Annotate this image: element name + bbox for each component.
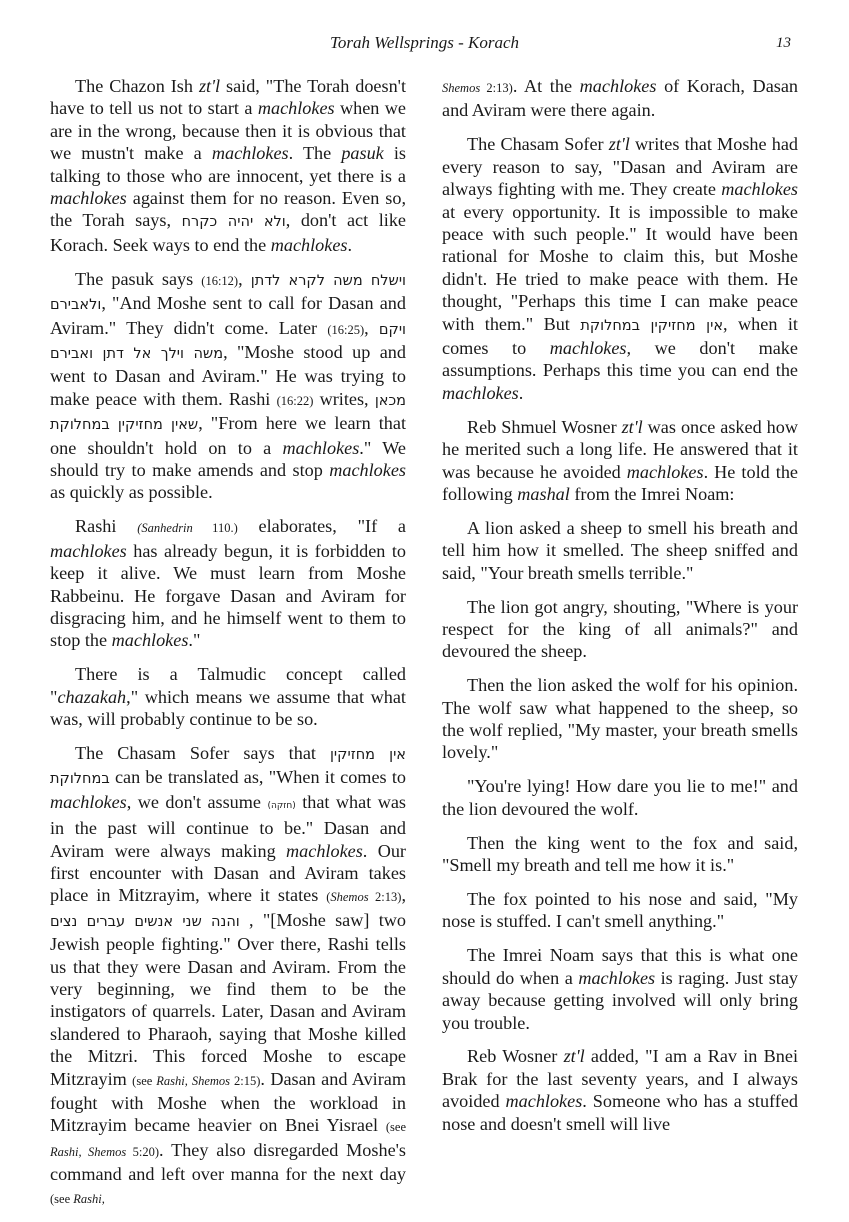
text-run: added, "I am a Rav in Bnei Brak for the last seventy years, and I always avoided bbox=[442, 1046, 798, 1112]
italic-term: machlokes, bbox=[549, 337, 632, 358]
text-run: as quickly as possible. bbox=[50, 482, 213, 503]
italic-term: chazakah bbox=[57, 686, 127, 707]
paragraph bbox=[442, 1045, 798, 1135]
paragraph bbox=[442, 674, 798, 764]
text-run: . Dasan and Aviram fought with Moshe when the workload in Mitzrayim became heavier on Bnei Yisrael bbox=[50, 1068, 407, 1136]
text-run: , bbox=[238, 268, 251, 289]
paragraph bbox=[442, 596, 798, 663]
text-run: , "[Moshe saw] two Jewish people fighting." Over there, Rashi tells us that they were Dasan and Aviram. From the very beginning, we find them to be the instigators of quarrels. Later, Dasan and Aviram slandered to Pharaoh, saying that Moshe killed the Mitzri. This forced Moshe to escape Mitzrayim bbox=[50, 909, 406, 1089]
text-run: Reb Wosner bbox=[467, 1046, 564, 1067]
hebrew-text: והנה שני אנשים עברים נצים bbox=[50, 913, 240, 930]
text-run: The pasuk says bbox=[75, 268, 202, 289]
hebrew-text: ולא יהיה כקרח bbox=[181, 214, 286, 231]
paragraph bbox=[50, 75, 406, 256]
paragraph bbox=[442, 416, 798, 506]
text-run: , "From here we learn that one shouldn't hold on to a bbox=[50, 413, 406, 458]
text-run: . He told the following bbox=[442, 461, 798, 504]
italic-term: machlokes bbox=[257, 98, 335, 119]
source-citation: (see bbox=[132, 1073, 157, 1088]
source-citation: 5:20) bbox=[126, 1144, 160, 1159]
italic-term: machlokes bbox=[505, 1091, 583, 1112]
source-citation: 2:15) bbox=[230, 1073, 261, 1088]
text-run: we don't make assumptions. Perhaps this time you can end the bbox=[442, 337, 798, 381]
source-citation: (see bbox=[385, 1120, 406, 1135]
text-run: Then the lion asked the wolf for his opinion. The wolf saw what happened to the sheep, so the wolf replied, "My master, your breath smells lovely." bbox=[442, 675, 798, 763]
italic-term: machlokes bbox=[50, 540, 127, 561]
text-run: . Someone who has a stuffed nose and doesn't smell will live bbox=[442, 1091, 798, 1134]
text-run: There is a Talmudic concept called " bbox=[50, 664, 406, 707]
text-run: . They also disregarded Moshe's command and left over manna for the next day bbox=[50, 1139, 406, 1185]
text-run: , "Moshe stood up and went to Dasan and Aviram." He was trying to make peace with them. Rashi bbox=[50, 341, 406, 409]
source-citation: Rashi, bbox=[73, 1191, 105, 1206]
source-citation: 2:13) bbox=[480, 81, 513, 95]
text-run: has already begun, it is forbidden to keep it alive. We must learn from Moshe Rabbeinu. He forgave Dasan and Aviram for disgracing him, and he himself went to them to stop the bbox=[50, 540, 406, 651]
paragraph bbox=[442, 133, 798, 404]
right-column bbox=[442, 75, 798, 1147]
text-run: ." bbox=[188, 630, 201, 651]
italic-term: zt'l bbox=[621, 416, 643, 437]
text-run: ," which means we assume that what was, will probably continue to be so. bbox=[50, 686, 406, 730]
text-run: The Chasam Sofer bbox=[467, 134, 609, 155]
left-column bbox=[50, 75, 406, 1222]
italic-term: machlokes bbox=[50, 188, 127, 209]
italic-term: machlokes bbox=[286, 840, 363, 861]
hebrew-text: ויקם משה וילך אל דתן ואבירם bbox=[50, 321, 407, 362]
text-run: , when it comes to bbox=[442, 313, 798, 358]
hebrew-text: מכאן שאין מחזיקין במחלוקת bbox=[50, 392, 406, 434]
source-citation: 110.) bbox=[192, 521, 238, 536]
source-citation: (16:12) bbox=[201, 273, 239, 288]
text-run: , "And Moshe sent to call for Dasan and Aviram." They didn't come. Later bbox=[50, 293, 406, 338]
hebrew-text: (חזקה) bbox=[267, 800, 296, 811]
italic-term: zt'l bbox=[608, 134, 630, 155]
running-header: Torah Wellsprings - Korach bbox=[329, 33, 520, 52]
page-number: 13 bbox=[776, 35, 791, 51]
source-citation: 2:13) bbox=[368, 890, 402, 905]
hebrew-text: אין מחזיקין במחלוקת bbox=[580, 317, 724, 334]
text-run: Reb Shmuel Wosner bbox=[467, 416, 622, 437]
italic-term: machlokes bbox=[626, 461, 704, 482]
paragraph bbox=[50, 663, 406, 730]
italic-term: machlokes bbox=[579, 76, 657, 96]
text-run: was once asked how he merited such a long life. He answered that it was because he avoided bbox=[442, 416, 798, 482]
text-run: against them for no reason. Even so, the Torah says, bbox=[50, 188, 406, 231]
italic-term: pasuk bbox=[341, 143, 384, 164]
source-citation: Shemos bbox=[442, 81, 481, 95]
text-run: from the Imrei Noam: bbox=[569, 483, 735, 504]
text-run: . bbox=[518, 382, 524, 403]
text-run: Then the king went to the fox and said, "Smell my breath and tell me how it is." bbox=[442, 832, 798, 876]
source-citation: Shemos bbox=[330, 890, 369, 905]
source-citation: (Sanhedrin bbox=[137, 521, 193, 536]
paragraph bbox=[442, 944, 798, 1034]
text-run: , we don't assume bbox=[126, 791, 268, 812]
text-run: . Our first encounter with Dasan and Aviram takes place in Mitzrayim, where it states bbox=[50, 840, 406, 906]
text-run: at every opportunity. It is impossible to make peace with such people." It would have been rational for Moshe to claim this, but Moshe didn't. He tried to make peace with them. He thought, "Perhaps this time I can make peace with them." But bbox=[442, 201, 798, 334]
text-run: of Korach, Dasan and Aviram were there again. bbox=[442, 76, 799, 121]
text-run: elaborates, "If a bbox=[237, 516, 407, 537]
paragraph bbox=[442, 832, 798, 877]
text-run: writes that Moshe had every reason to say, "Dasan and Aviram are always fighting with me. They create bbox=[442, 134, 798, 200]
italic-term: machlokes bbox=[721, 179, 798, 200]
text-run: "You're lying! How dare you lie to me!" and the lion devoured the wolf. bbox=[442, 776, 798, 819]
italic-term: machlokes bbox=[270, 234, 348, 255]
hebrew-text: אין מחזיקין במחלוקת bbox=[50, 746, 407, 788]
text-run: . At the bbox=[512, 76, 580, 96]
paragraph bbox=[50, 268, 406, 504]
text-run: , don't act like Korach. Seek ways to end the bbox=[50, 210, 406, 255]
text-run: The Chasam Sofer says that bbox=[75, 742, 330, 763]
paragraph bbox=[442, 517, 798, 584]
italic-term: mashal bbox=[517, 483, 570, 504]
text-run: ." We should try to make amends and stop bbox=[50, 437, 406, 480]
italic-term: machlokes bbox=[211, 143, 289, 164]
text-run: that what was in the past will continue to be." Dasan and Aviram were always making bbox=[50, 791, 406, 861]
text-run: . The bbox=[288, 143, 342, 164]
paragraph bbox=[442, 75, 798, 122]
text-run: is raging. Just stay away because getting involved will only bring you trouble. bbox=[442, 967, 798, 1033]
hebrew-text: וישלח משה לקרא לדתן ולאבירם bbox=[50, 272, 407, 314]
text-run: writes, bbox=[313, 388, 375, 409]
source-citation: ( bbox=[326, 890, 331, 905]
text-run: A lion asked a sheep to smell his breath and tell him how it smelled. The sheep sniffed and said, "Your breath smells terrible." bbox=[442, 517, 798, 583]
text-run: , bbox=[401, 885, 406, 906]
text-run: said, "The Torah doesn't have to tell us not to start a bbox=[50, 76, 407, 119]
text-run: is talking to those who are innocent, yet there is a bbox=[50, 143, 406, 186]
italic-term: machlokes bbox=[329, 460, 406, 480]
paragraph bbox=[50, 515, 406, 651]
source-citation: Rashi, Shemos bbox=[156, 1073, 231, 1088]
text-run: The lion got angry, shouting, "Where is your respect for the king of all animals?" and devoured the sheep. bbox=[442, 596, 798, 662]
source-citation: Rashi, Shemos bbox=[50, 1144, 127, 1159]
text-run: when we are in the wrong, because then it is obvious that we mustn't make a bbox=[50, 98, 407, 164]
italic-term: machlokes bbox=[282, 437, 360, 458]
text-run: . bbox=[347, 234, 353, 255]
italic-term: machlokes bbox=[50, 791, 127, 812]
paragraph bbox=[442, 888, 798, 933]
text-run: can be translated as, "When it comes to bbox=[109, 767, 406, 788]
paragraph bbox=[442, 775, 798, 820]
italic-term: machlokes bbox=[111, 630, 189, 651]
paragraph bbox=[50, 742, 406, 1210]
italic-term: machlokes bbox=[578, 967, 656, 988]
text-run: The Imrei Noam says that this is what one should do when a bbox=[442, 945, 798, 988]
text-run: The Chazon Ish bbox=[75, 76, 199, 96]
source-citation: (16:25) bbox=[327, 322, 365, 337]
text-run: Rashi bbox=[75, 516, 138, 537]
text-run: , bbox=[364, 317, 379, 338]
source-citation: (see bbox=[50, 1191, 74, 1206]
italic-term: machlokes bbox=[442, 382, 519, 403]
source-citation: (16:22) bbox=[276, 393, 314, 408]
italic-term: zt'l bbox=[563, 1046, 585, 1067]
italic-term: zt'l bbox=[198, 76, 221, 96]
text-run: The fox pointed to his nose and said, "My nose is stuffed. I can't smell anything." bbox=[442, 889, 798, 932]
